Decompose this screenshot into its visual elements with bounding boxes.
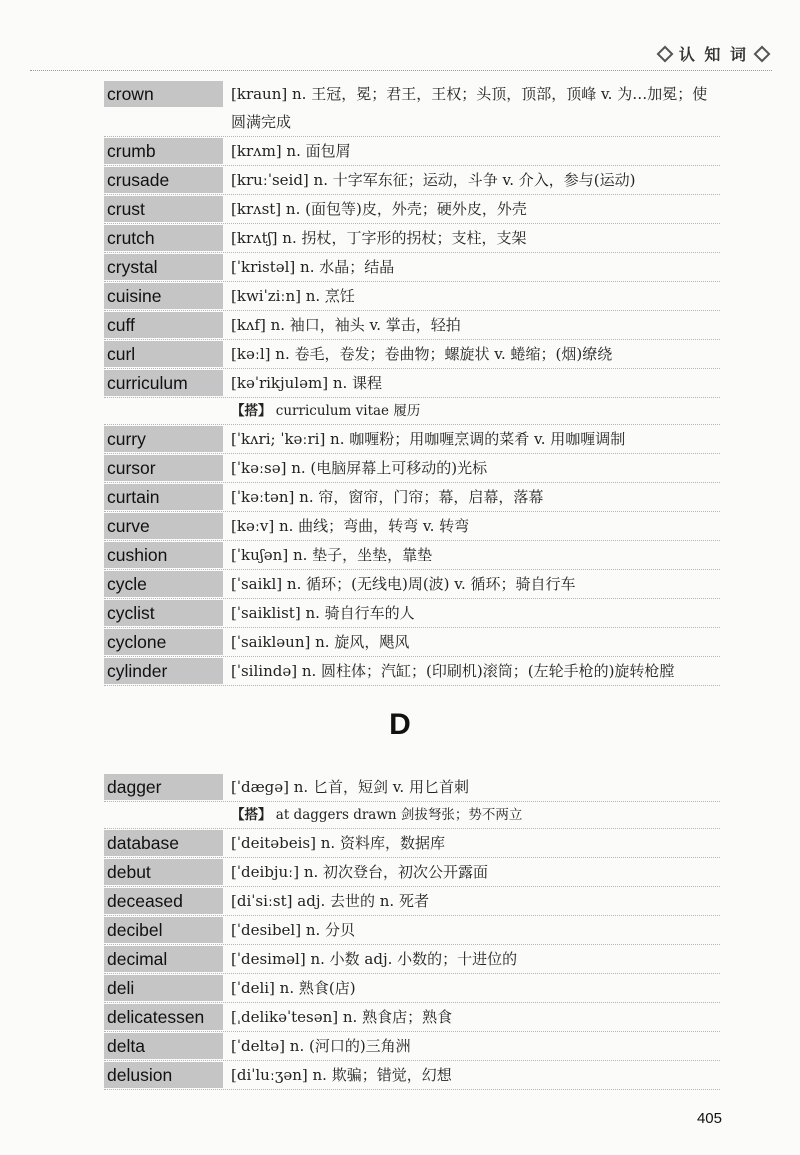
collocation-tag: 【搭】 [231,403,272,419]
entry-word: decimal [104,946,223,972]
entry-word: deceased [104,888,223,914]
entry-word: debut [104,859,223,885]
entry-row [104,974,720,1003]
entry-word: database [104,830,223,856]
entry-word: curve [104,513,223,539]
page-number: 405 [696,1110,722,1127]
entry-row [104,1032,720,1061]
entry-definition: [kwiˈziːn] n. 烹饪 [231,287,355,305]
entry-row [104,570,720,599]
entry-word: curtain [104,484,223,510]
entry-word: crutch [104,225,223,251]
entry-row [104,483,720,512]
entry-word: deli [104,975,223,1001]
entry-row [104,916,720,945]
running-header [30,36,772,71]
entry-row [104,512,720,541]
diamond-right-icon [754,45,771,62]
entry-row [104,628,720,657]
entry-row [104,773,720,802]
collocation-line [104,398,720,425]
entry-row [104,195,720,224]
entry-word: curry [104,426,223,452]
entry-word: curl [104,341,223,367]
entry-row [104,340,720,369]
entry-word: cylinder [104,658,223,684]
collocation-text: at daggers drawn 剑拔弩张；势不两立 [275,807,523,823]
entry-definition: [ˈsilində] n. 圆柱体；汽缸；(印刷机)滚筒；(左轮手枪的)旋转枪膛 [231,662,675,680]
entry-definition: [ˌdelikəˈtesən] n. 熟食店；熟食 [231,1008,453,1026]
entry-definition: [ˈdeitəbeis] n. 资料库，数据库 [231,834,445,852]
entry-word: cuisine [104,283,223,309]
entry-row [104,887,720,916]
section-letter: D [389,708,411,741]
entry-row [104,1003,720,1032]
entry-definition: [krʌtʃ] n. 拐杖，丁字形的拐杖；支柱，支架 [231,229,527,247]
entry-definition: [ˈdesibel] n. 分贝 [231,921,356,939]
entry-row [104,945,720,974]
entry-definition: [krʌm] n. 面包屑 [231,142,351,160]
entry-word: crust [104,196,223,222]
entry-word: delta [104,1033,223,1059]
entry-definition: [ˈkəːsə] n. (电脑屏幕上可移动的)光标 [231,459,488,477]
entry-definition: [kəːl] n. 卷毛，卷发；卷曲物；螺旋状 v. 蜷缩；(烟)缭绕 [231,345,613,363]
entry-word: cushion [104,542,223,568]
entry-definition: [krʌst] n. (面包等)皮，外壳；硬外皮，外壳 [231,200,527,218]
entry-word: cycle [104,571,223,597]
entry-definition: [diˈluːʒən] n. 欺骗；错觉，幻想 [231,1066,452,1084]
entry-definition: [kəːv] n. 曲线；弯曲，转弯 v. 转弯 [231,517,470,535]
entry-word: cursor [104,455,223,481]
entry-row [104,425,720,454]
entry-definition: [ˈkʌri; ˈkəːri] n. 咖喱粉；用咖喱烹调的菜肴 v. 用咖喱调制 [231,430,626,448]
entry-row [104,166,720,195]
entry-row [104,137,720,166]
entry-row [104,599,720,628]
entry-word: curriculum [104,370,223,396]
entry-word: crystal [104,254,223,280]
entry-word: delusion [104,1062,223,1088]
entry-definition: [ˈsaikl] n. 循环；(无线电)周(波) v. 循环；骑自行车 [231,575,576,593]
entry-word: cyclone [104,629,223,655]
entry-word: crumb [104,138,223,164]
entry-word: decibel [104,917,223,943]
entry-definition: [ˈkristəl] n. 水晶；结晶 [231,258,395,276]
collocation-tag: 【搭】 [231,807,272,823]
entry-row [104,541,720,570]
entry-row [104,224,720,253]
entry-definition: [kʌf] n. 袖口，袖头 v. 掌击，轻拍 [231,316,461,334]
entry-word: cyclist [104,600,223,626]
entry-row [104,80,720,137]
entry-word: cuff [104,312,223,338]
entry-definition: [ˈkuʃən] n. 垫子，坐垫，靠垫 [231,546,433,564]
entry-row [104,282,720,311]
entry-row [104,253,720,282]
entry-definition: [kəˈrikjuləm] n. 课程 [231,374,383,392]
entry-row [104,657,720,686]
entry-definition: [ˈsaiklist] n. 骑自行车的人 [231,604,415,622]
entry-row [104,369,720,398]
collocation-text: curriculum vitae 履历 [275,403,421,419]
entry-definition: [kruːˈseid] n. 十字军东征；运动，斗争 v. 介入，参与(运动) [231,171,636,189]
header-title: 认 知 词 [678,45,748,64]
entry-definition: [ˈsaikləun] n. 旋风，飓风 [231,633,410,651]
collocation-line [104,802,720,829]
entry-definition: [ˈdeibjuː] n. 初次登台，初次公开露面 [231,863,489,881]
entry-row [104,858,720,887]
entry-row [104,1061,720,1090]
entry-definition: [ˈdeltə] n. (河口的)三角洲 [231,1037,411,1055]
entry-row [104,311,720,340]
entry-definition: [ˈdeli] n. 熟食(店) [231,979,356,997]
entries-section-c [104,80,720,686]
entry-definition: [ˈkəːtən] n. 帘，窗帘，门帘；幕，启幕，落幕 [231,488,544,506]
entry-word: dagger [104,774,223,800]
entry-definition: [diˈsiːst] adj. 去世的 n. 死者 [231,892,429,910]
entry-definition: [ˈdægə] n. 匕首，短剑 v. 用匕首刺 [231,778,469,796]
entry-definition: [kraun] n. 王冠，冕；君王，王权；头顶，顶部，顶峰 v. 为…加冕；使圆满完成 [231,85,708,131]
header-title-group [655,42,772,65]
entries-section-d [104,773,720,1090]
entry-word: delicatessen [104,1004,223,1030]
entry-row [104,829,720,858]
diamond-left-icon [656,45,673,62]
entry-word: crusade [104,167,223,193]
entry-word: crown [104,81,223,107]
entry-definition: [ˈdesiməl] n. 小数 adj. 小数的；十进位的 [231,950,518,968]
entry-row [104,454,720,483]
